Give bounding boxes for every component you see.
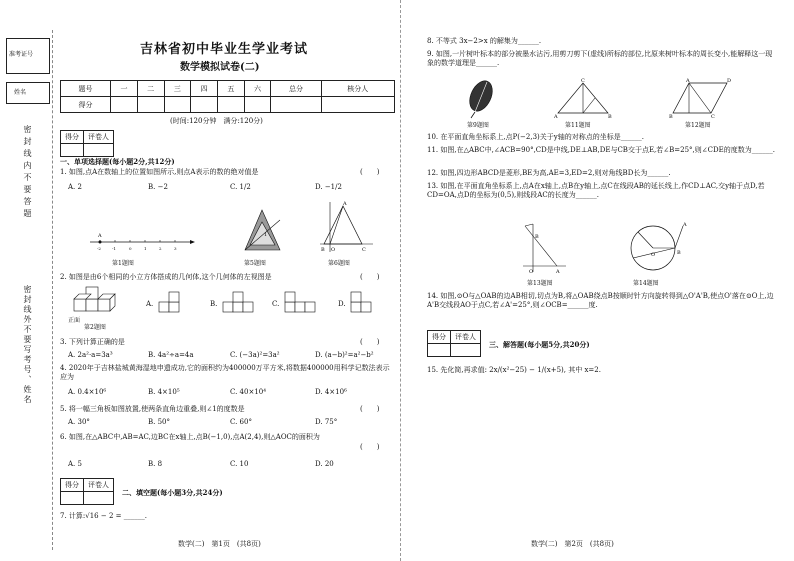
q3-option-d: D. (a−b)²=a²−b² bbox=[315, 351, 374, 359]
question-12: 12. 如图,四边形ABCD是菱形,BE为高,AE=3,ED=2,则对角线BD长为______. bbox=[427, 169, 671, 177]
q4-option-d: D. 4×10⁶ bbox=[315, 388, 347, 396]
q6-option-a: A. 5 bbox=[68, 460, 82, 468]
svg-text:1: 1 bbox=[144, 246, 147, 251]
grader-cell[interactable] bbox=[451, 344, 481, 357]
question-11: 11. 如图,在△ABC中,∠ACB=90°,CD是中线,DE⊥AB,DE与CB交于点E,若∠B=25°,则∠CDE的度数为______. bbox=[427, 146, 775, 154]
grader-label: 评卷人 bbox=[84, 479, 114, 492]
answer-paren: ( ) bbox=[360, 168, 380, 176]
fig5-caption: 第5题图 bbox=[244, 260, 266, 267]
q5-option-d: D. 75° bbox=[315, 418, 338, 426]
svg-text:O: O bbox=[331, 247, 336, 253]
fig6-caption: 第6题图 bbox=[328, 260, 350, 267]
score-header-cell: 二 bbox=[137, 81, 164, 97]
grader-label: 评卷人 bbox=[84, 131, 114, 144]
q2-option-b: B. bbox=[210, 300, 218, 308]
q6-option-b: B. 8 bbox=[148, 460, 163, 468]
question-2: 2. 如图是由6个相同的小立方体搭成的几何体,这个几何体的左视图是 bbox=[60, 273, 272, 281]
q5-option-c: C. 60° bbox=[230, 418, 252, 426]
grader-label: 评卷人 bbox=[451, 331, 481, 344]
svg-text:B: B bbox=[321, 247, 325, 253]
svg-text:B: B bbox=[677, 250, 681, 256]
q2-view-d bbox=[349, 290, 379, 316]
grader-box-2 bbox=[60, 478, 114, 505]
q2-view-c bbox=[283, 290, 317, 316]
q4-option-c: C. 40×10⁴ bbox=[230, 388, 267, 396]
question-14: 14. 如图,⊙O与△OAB的边AB相切,切点为B,将△OAB绕点B按顺时针方向旋转得到△O'A'B,使点O'落在⊙O上,边A'B交线段AO于点C,若∠A'=25°,则∠OCB=______度. bbox=[427, 292, 774, 309]
svg-text:0: 0 bbox=[129, 246, 132, 251]
exam-subtitle: 数学模拟试卷(二) bbox=[180, 62, 260, 73]
q3-option-b: B. 4a²÷a=4a bbox=[148, 351, 194, 359]
score-table bbox=[60, 80, 395, 113]
q1-option-b: B. −2 bbox=[148, 183, 168, 191]
question-4: 4. 2020年于吉林盐城黄海湿地申遗成功,它的面积约为400000万平方米,将数据400000用科学记数法表示应为 bbox=[60, 364, 390, 381]
grader-cell[interactable] bbox=[61, 492, 84, 505]
q2-view-a bbox=[157, 290, 187, 316]
svg-text:2: 2 bbox=[159, 246, 162, 251]
fig13-caption: 第13题图 bbox=[527, 280, 553, 287]
svg-text:B: B bbox=[608, 114, 612, 120]
svg-text:C: C bbox=[711, 114, 715, 120]
grader-cell[interactable] bbox=[84, 492, 114, 505]
fig1-caption: 第1题图 bbox=[112, 260, 134, 267]
question-8: 8. 不等式 3x−2>x 的解集为______. bbox=[427, 37, 542, 45]
fig5-set-squares bbox=[240, 200, 285, 255]
q1-option-c: C. 1/2 bbox=[230, 183, 251, 191]
name-label: 姓名 bbox=[14, 89, 27, 96]
question-9: 9. 如图,一片树叶标本的部分被墨水沾污,用剪刀剪下(虚线)所标的部位,比原来树叶标本的周长变小,能解释这一现象的数学道理是______. bbox=[427, 50, 773, 67]
fig6-triangle-axes bbox=[318, 200, 378, 255]
grader-cell[interactable] bbox=[428, 344, 451, 357]
answer-paren: ( ) bbox=[360, 273, 380, 281]
question-1: 1. 如图,点A在数轴上的位置如图所示,则点A表示的数的绝对值是 bbox=[60, 168, 259, 176]
svg-text:B: B bbox=[669, 114, 673, 120]
score-cell[interactable] bbox=[271, 97, 321, 113]
grader-score-label: 得分 bbox=[428, 331, 451, 344]
question-15: 15. 先化简,再求值: 2x/(x²−25) − 1/(x+5), 其中 x=2. bbox=[427, 366, 601, 374]
score-row-label: 得分 bbox=[61, 97, 111, 113]
svg-text:3: 3 bbox=[174, 246, 177, 251]
q4-option-a: A. 0.4×10⁶ bbox=[68, 388, 107, 396]
exam-title: 吉林省初中毕业生学业考试 bbox=[140, 42, 309, 57]
fig12-caption: 第12题图 bbox=[685, 122, 711, 129]
fig9-leaf bbox=[461, 78, 501, 118]
section-1-title: 一、单项选择题(每小题2分,共12分) bbox=[60, 157, 175, 166]
name-box bbox=[6, 82, 50, 104]
seal-line bbox=[52, 30, 53, 550]
q2-option-c: C. bbox=[272, 300, 280, 308]
grader-box-3 bbox=[427, 330, 481, 357]
grader-score-label: 得分 bbox=[61, 131, 84, 144]
q4-option-b: B. 4×10⁵ bbox=[148, 388, 180, 396]
q5-option-b: B. 50° bbox=[148, 418, 171, 426]
svg-text:D: D bbox=[727, 78, 732, 84]
score-header-cell: 题号 bbox=[61, 81, 111, 97]
svg-text:A: A bbox=[554, 114, 558, 120]
fig2-cubes bbox=[70, 285, 120, 317]
right-page bbox=[400, 0, 794, 561]
q6-option-c: C. 10 bbox=[230, 460, 249, 468]
question-6: 6. 如图,在△ABC中,AB=AC,边BC在x轴上,点B(−1,0),点A(2,4),则△AOC的面积为 bbox=[60, 433, 320, 441]
grader-cell[interactable] bbox=[61, 144, 84, 157]
fig11-triangle bbox=[553, 78, 613, 118]
exam-no-label: 准考证号 bbox=[9, 51, 34, 58]
question-7: 7. 计算:√16 − 2 = ______. bbox=[60, 512, 147, 520]
fig11-caption: 第11题图 bbox=[565, 122, 591, 129]
svg-text:C: C bbox=[362, 247, 366, 253]
section-2-title: 二、填空题(每小题3分,共24分) bbox=[122, 488, 223, 497]
score-cell[interactable] bbox=[191, 97, 218, 113]
score-cell[interactable] bbox=[164, 97, 191, 113]
fig14-caption: 第14题图 bbox=[633, 280, 659, 287]
q1-option-d: D. −1/2 bbox=[315, 183, 342, 191]
score-header-cell: 总分 bbox=[271, 81, 321, 97]
question-13: 13. 如图,在平面直角坐标系上,点A在x轴上,点B在y轴上,点C在线段AB的延长线上,作CD⊥AC,交y轴于点D,若CD=OA,点D的坐标为(0,5),则线段AC的长度为______. bbox=[427, 182, 765, 199]
section-3-title: 三、解答题(每小题5分,共20分) bbox=[489, 340, 590, 349]
score-cell[interactable] bbox=[244, 97, 271, 113]
score-cell[interactable] bbox=[111, 97, 138, 113]
footer-left: 数学(二) 第1页 (共8页) bbox=[178, 540, 261, 548]
svg-text:C: C bbox=[581, 78, 585, 84]
footer-right: 数学(二) 第2页 (共8页) bbox=[531, 540, 614, 548]
score-cell[interactable] bbox=[321, 97, 395, 113]
q2-option-a: A. bbox=[146, 300, 154, 308]
front-label: 正面 bbox=[68, 317, 81, 324]
q3-option-a: A. 2a²·a=3a³ bbox=[68, 351, 113, 359]
score-header-cell: 核分人 bbox=[321, 81, 395, 97]
fig12-rhombus bbox=[669, 78, 731, 118]
q3-option-c: C. (−3a)²=3a² bbox=[230, 351, 280, 359]
q2-option-d: D. bbox=[338, 300, 346, 308]
question-3: 3. 下列计算正确的是 bbox=[60, 338, 125, 346]
fig9-caption: 第9题图 bbox=[467, 122, 489, 129]
q6-option-d: D. 20 bbox=[315, 460, 334, 468]
svg-text:O: O bbox=[529, 269, 534, 275]
svg-text:A: A bbox=[343, 201, 347, 207]
svg-text:1: 1 bbox=[264, 232, 268, 238]
svg-text:-1: -1 bbox=[112, 246, 116, 251]
svg-text:-2: -2 bbox=[97, 246, 101, 251]
fig2-caption: 第2题图 bbox=[84, 324, 106, 331]
question-10: 10. 在平面直角坐标系上,点P(−2,3)关于y轴的对称点的坐标是______. bbox=[427, 133, 644, 141]
grader-box-1 bbox=[60, 130, 114, 157]
grader-score-label: 得分 bbox=[61, 479, 84, 492]
q2-view-b bbox=[221, 290, 255, 316]
seal-text-2: 密封线外不要写考号、姓名 bbox=[23, 285, 32, 405]
question-5: 5. 将一幅三角板如图放置,使两条直角边重叠,则∠1的度数是 bbox=[60, 405, 245, 413]
q5-option-a: A. 30° bbox=[68, 418, 90, 426]
score-header-cell: 四 bbox=[191, 81, 218, 97]
svg-text:B: B bbox=[535, 234, 539, 240]
answer-paren: ( ) bbox=[360, 405, 380, 413]
svg-text:O: O bbox=[651, 252, 656, 258]
score-header-cell: 一 bbox=[111, 81, 138, 97]
fig13-axes bbox=[521, 222, 571, 274]
svg-text:A: A bbox=[683, 222, 687, 228]
answer-paren: ( ) bbox=[360, 338, 380, 346]
seal-text-1: 密封线内不要答题 bbox=[23, 125, 32, 221]
grader-cell[interactable] bbox=[84, 144, 114, 157]
q1-option-a: A. 2 bbox=[68, 183, 82, 191]
score-cell[interactable] bbox=[217, 97, 244, 113]
number-line-figure bbox=[90, 230, 200, 255]
score-header-cell: 六 bbox=[244, 81, 271, 97]
fig14-circle bbox=[623, 222, 693, 274]
answer-paren: ( ) bbox=[360, 443, 380, 451]
score-cell[interactable] bbox=[137, 97, 164, 113]
score-header-cell: 五 bbox=[217, 81, 244, 97]
time-info: (时间:120分钟 满分:120分) bbox=[170, 117, 263, 125]
svg-text:A: A bbox=[686, 78, 690, 84]
svg-text:A: A bbox=[556, 269, 560, 275]
score-header-cell: 三 bbox=[164, 81, 191, 97]
svg-text:A: A bbox=[98, 233, 102, 239]
